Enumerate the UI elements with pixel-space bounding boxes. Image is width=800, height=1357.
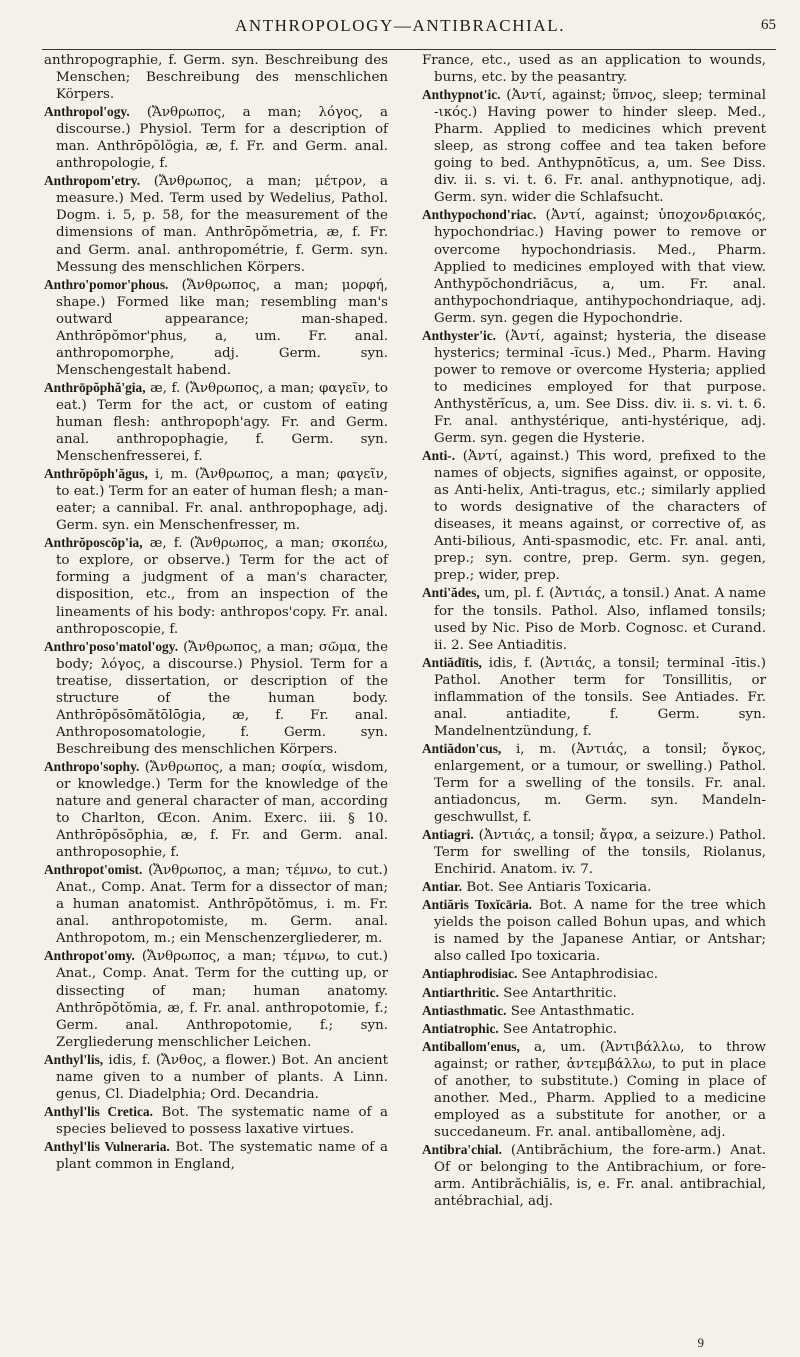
running-head: ANTHROPOLOGY—ANTIBRACHIAL. [234, 16, 566, 35]
entry-body: um, pl. f. (Ἀντιάς, a tonsil.) Anat. A name for the tonsils. Pathol. Also, inflamed tonsils; used by Nic. Piso de Morb. Cognosc. et Curand. ii. 2. See Antiaditis. [434, 586, 766, 653]
dictionary-entry [44, 379, 388, 465]
entry-body: (Ἄνθρωπος, a man; μέτρον, a measure.) Med. Term used by Wedelius, Pathol. Dogm. i. 5, p. 58, for the measurement of the dimensions of man. Anthrōpŏmetria, æ, f. Fr. and Germ. anal. anthropométrie, f. Germ. syn. Messung des menschlichen Körpers. [56, 174, 388, 275]
entry-body: (Ἀντιάς, a tonsil; ἄγρα, a seizure.) Pathol. Term for swelling of the tonsils, Riolanus, Enchirid. Anatom. iv. 7. [434, 828, 766, 878]
entry-headword: Antiballom'enus, [422, 1038, 520, 1054]
dictionary-entry [44, 1051, 388, 1103]
dictionary-entry [422, 52, 766, 86]
entry-headword: Antiar. [422, 879, 463, 895]
dictionary-entry [44, 861, 388, 947]
entry-body: a, um. (Ἀντιβάλλω, to throw against; or rather, ἀντεμβάλλω, to put in place of another, to substitute.) Coming in place of another. Med., Pharm. Applied to a medicine employed as a substitute for another, or a succedaneum. Fr. anal. antiballomène, adj. [434, 1039, 767, 1140]
entry-body: Bot. The systematic name of a species believed to possess laxative virtues. [56, 1104, 389, 1137]
dictionary-entry [44, 465, 388, 534]
left-column [44, 52, 388, 1342]
dictionary-entry [422, 826, 766, 878]
entry-headword: Anthro'poso'matol'ogy. [44, 638, 179, 654]
entry-body: Bot. A name for the tree which yields the poison called Bohun upas, and which is named by the Japanese Antiar, or Antshar; also called Ipo toxicaria. [434, 898, 766, 965]
dictionary-entry [422, 327, 766, 447]
dictionary-entry [422, 896, 766, 965]
dictionary-entry [422, 86, 766, 206]
dictionary-entry [422, 984, 766, 1002]
dictionary-entry [422, 654, 766, 740]
entry-headword: Anthropol'ogy. [44, 104, 130, 120]
entry-body: See Antaphrodisiac. [521, 967, 658, 983]
entry-headword: Anthropot'omy. [44, 948, 135, 964]
entry-body: idis, f. (Ἀντιάς, a tonsil; terminal -ītis.) Pathol. Another term for Tonsillitis, or inflammation of the tonsils. See Antiades. Fr. anal. antiadite, f. Germ. syn. Mandelnentzündung, f. [434, 655, 766, 739]
two-column-body [44, 52, 766, 1342]
entry-headword: Anthro'pomor'phous. [44, 276, 169, 292]
entry-body: æ, f. (Ἄνθρωπος, a man; φαγεῖν, to eat.) Term for the act, or custom of eating human flesh: anthropoph'agy. Fr. and Germ. anal. anthropophagie, f. Germ. syn. Menschenfresserei, f. [56, 380, 388, 465]
entry-body: (Antibrăchium, the fore-arm.) Anat. Of or belonging to the Antibrachium, or fore-arm. Antibrăchiālis, is, e. Fr. anal. antibrachial, antébrachial, adj. [434, 1142, 766, 1210]
signature-mark: 9 [697, 1335, 704, 1350]
entry-body: (Ἀντί, against.) This word, prefixed to the names of objects, signifies against, or opposite, as Anti-helix, Anti-tragus, etc.; similarly applied to words designative of the characters of diseases, it means against, or corrective of, as Anti-bilious, Anti-spasmodic, etc. Fr. anal. anti, prep.; syn. contre, prep. Germ. syn. gegen, prep.; wider, prep. [434, 449, 766, 584]
entry-headword: Anti'ădes, [422, 585, 480, 601]
entry-headword: Antiatrophic. [422, 1020, 499, 1036]
entry-headword: Anthropom'etry. [44, 173, 141, 189]
dictionary-entry [422, 965, 766, 983]
dictionary-entry [44, 103, 388, 172]
dictionary-entry [44, 1138, 388, 1173]
entry-body: (Ἄνθρωπος, a man; μορφή, shape.) Formed like man; resembling man's outward appearance; man-shaped. Anthrōpŏmor'phus, a, um. Fr. anal. anthropomorphe, adj. Germ. syn. Menschengestalt habend. [56, 277, 388, 378]
entry-headword: Antiădon'cus, [422, 740, 502, 756]
entry-body: Bot. See Antiaris Toxicaria. [466, 880, 652, 896]
entry-headword: Antiădītis, [422, 654, 482, 670]
entry-body: (Ἄνθρωπος, a man; σοφία, wisdom, or knowledge.) Term for the knowledge of the nature and general character of man, according to Charlton, Œcon. Anim. Exerc. iii. § 10. Anthrōpŏsŏphia, æ, f. Fr. and Germ. anal. anthroposophie, f. [56, 759, 388, 861]
entry-headword: Anthyl'lis, [44, 1051, 104, 1067]
entry-body: (Ἄνθρωπος, a man; λόγος, a discourse.) Physiol. Term for a description of man. Anthrōpŏlŏgia, æ, f. Fr. and Germ. anal. anthropologie, f. [56, 105, 389, 172]
right-column [422, 52, 766, 1342]
entry-body: (Ἀντί, against; ὕπνος, sleep; terminal -ικός.) Having power to hinder sleep. Med., Pharm. Applied to medicines which prevent sleep, as strong coffee and tea taken before going to bed. Anthypnōtĭcus, a, um. See Diss. div. ii. s. vi. t. 6. Fr. anal. anthypnotique, adj. Germ. syn. wider die Schlafsucht. [434, 88, 767, 206]
entry-headword: Antibra'chial. [422, 1141, 502, 1157]
entry-headword: Antiasthmatic. [422, 1002, 507, 1018]
entry-headword: Anti-. [422, 448, 456, 464]
entry-headword: Anthropot'omist. [44, 862, 143, 878]
entry-headword: Anthyl'lis Vulneraria. [44, 1138, 170, 1154]
dictionary-entry [44, 276, 388, 379]
entry-body: (Ἀντί, against; hysteria, the disease hysterics; terminal -ĭcus.) Med., Pharm. Having power to remove or overcome Hysteria; applied to medicines employed for that purpose. Anthystĕrĭcus, a, um. See Diss. div. ii. s. vi. t. 6. Fr. anal. anthystérique, anti-hystérique, adj. Germ. syn. gegen die Hysterie. [434, 328, 766, 447]
entry-body: æ, f. (Ἄνθρωπος, a man; σκοπέω, to explore, or observe.) Term for the act of forming a judgment of a man's character, disposition, etc., from an inspection of the lineaments of his body: anthropos'copy. Fr. anal. anthroposcopie, f. [56, 536, 388, 637]
entry-body: Bot. The systematic name of a plant common in England, [56, 1139, 389, 1172]
dictionary-entry [44, 947, 388, 1050]
entry-headword: Antiagri. [422, 827, 474, 843]
entry-headword: Anthrōpŏphă'gia, [44, 379, 146, 395]
entry-body: (Ἄνθρωπος, a man; σῶμα, the body; λόγος, a discourse.) Physiol. Term for a treatise, dissertation, or description of the structure of the human body. Anthrōpŏsōmătōlōgia, æ, f. Fr. anal. Anthroposomatologie, f. Germ. syn. Beschreibung des menschlichen Körpers. [56, 639, 389, 757]
entry-headword: Anthypochond'riac. [422, 207, 537, 223]
dictionary-entry [422, 584, 766, 653]
entry-body: (Ἄνθρωπος, a man; τέμνω, to cut.) Anat., Comp. Anat. Term for the cutting up, or dissecting of man; human anatomy. Anthrōpŏtŏmia, æ, f. Fr. anal. anthropotomie, f.; Germ. anal. Anthropotomie, f.; syn. Zergliederung menschlicher Leichen. [56, 949, 388, 1050]
page-header [0, 6, 800, 48]
entry-headword: Antiaphrodisiac. [422, 966, 518, 982]
dictionary-entry [422, 447, 766, 584]
dictionary-entry [422, 1141, 766, 1210]
dictionary-entry [44, 758, 388, 861]
entry-headword: Antiăris Toxĭcāria. [422, 897, 533, 913]
header-rule [42, 49, 776, 50]
entry-body: (Ἀντί, against; ὑποχονδριακός, hypochondriac.) Having power to remove or overcome hypochondriasis. Med., Pharm. Applied to medicines employed with that view. Anthypŏchondriăcus, a, um. Fr. anal. anthypochondriaque, antihypochondriaque, adj. Germ. syn. gegen die Hypochondrie. [434, 208, 766, 326]
entry-body: France, etc., used as an application to wounds, burns, etc. by the peasantry. [422, 53, 766, 86]
entry-body: (Ἄνθρωπος, a man; τέμνω, to cut.) Anat., Comp. Anat. Term for a dissector of man; a human anatomist. Anthrōpŏtŏmus, i. m. Fr. anal. anthropotomiste, m. Germ. anal. Anthropotom, m.; ein Menschenzergliederer, m. [56, 863, 388, 947]
entry-headword: Anthyl'lis Cretica. [44, 1103, 153, 1119]
dictionary-entry [422, 1002, 766, 1020]
entry-body: i, m. (Ἀντιάς, a tonsil; ὄγκος, enlargement, or a tumour, or swelling.) Pathol. Term for a swelling of the tonsils. Fr. anal. antiadoncus, m. Germ. syn. Mandeln-geschwullst, f. [434, 741, 766, 826]
dictionary-entry [44, 534, 388, 637]
entry-body: i, m. (Ἄνθρωπος, a man; φαγεῖν, to eat.) Term for an eater of human flesh; a man-eater; a cannibal. Fr. anal. anthropophage, adj. Germ. syn. ein Menschenfresser, m. [56, 467, 388, 534]
dictionary-entry [422, 878, 766, 896]
dictionary-entry [422, 740, 766, 826]
dictionary-entry [44, 638, 388, 758]
entry-headword: Anthypnot'ic. [422, 87, 501, 103]
dictionary-entry [44, 172, 388, 275]
entry-body: anthropographie, f. Germ. syn. Beschreibung des Menschen; Beschreibung des menschlichen Körpers. [44, 53, 388, 103]
page-number: 65 [761, 17, 776, 33]
dictionary-entry [44, 52, 388, 103]
entry-headword: Anthrŏpŏph'ăgus, [44, 466, 148, 482]
dictionary-entry [422, 1020, 766, 1038]
entry-body: See Antasthmatic. [510, 1003, 635, 1019]
dictionary-entry [44, 1103, 388, 1138]
entry-headword: Anthropo'sophy. [44, 758, 140, 774]
entry-body: idis, f. (Ἄνθος, a flower.) Bot. An ancient name given to a number of plants. A Linn. genus, Cl. Diadelphia; Ord. Decandria. [56, 1052, 388, 1102]
entry-headword: Anthrŏposcŏp'ia, [44, 535, 143, 551]
dictionary-entry [422, 1038, 766, 1141]
entry-body: See Antarthritic. [503, 985, 617, 1001]
entry-body: See Antatrophic. [503, 1021, 618, 1037]
entry-headword: Antiarthritic. [422, 984, 499, 1000]
dictionary-entry [422, 206, 766, 326]
entry-headword: Anthyster'ic. [422, 327, 497, 343]
